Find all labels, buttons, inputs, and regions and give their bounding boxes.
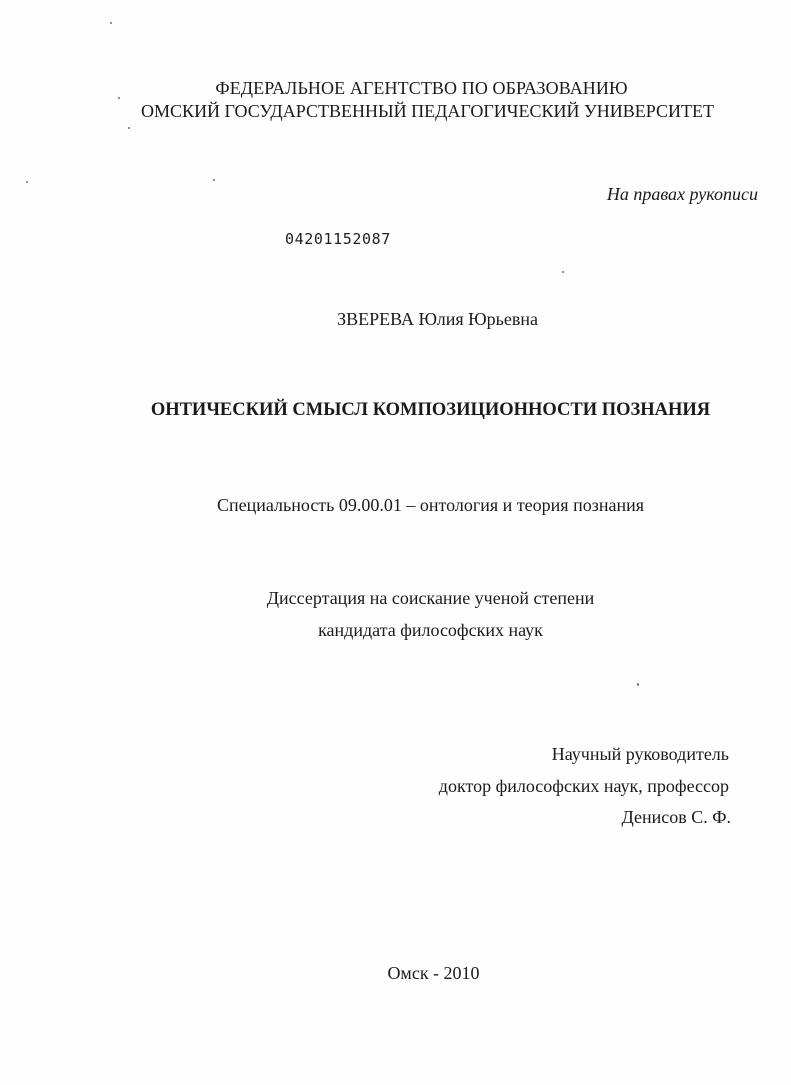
specialty-line: Специальность 09.00.01 – онтология и теория познания — [217, 495, 644, 515]
scan-speck — [26, 181, 28, 183]
scan-speck — [128, 127, 130, 129]
scan-speck — [637, 683, 639, 686]
degree-line-2: кандидата философских наук — [318, 620, 543, 640]
dissertation-title: ОНТИЧЕСКИЙ СМЫСЛ КОМПОЗИЦИОННОСТИ ПОЗНАНИЯ — [150, 400, 711, 420]
scan-speck — [213, 179, 215, 181]
supervisor-name: Денисов С. Ф. — [621, 807, 731, 827]
university-heading: ОМСКИЙ ГОСУДАРСТВЕННЫЙ ПЕДАГОГИЧЕСКИЙ УНИВЕРСИТЕТ — [141, 101, 714, 121]
supervisor-credentials: доктор философских наук, профессор — [438, 776, 729, 796]
author-name: ЗВЕРЕВА Юлия Юрьевна — [337, 309, 538, 329]
scan-speck — [118, 97, 120, 99]
catalog-number: 04201152087 — [285, 230, 391, 248]
city-year: Омск - 2010 — [387, 963, 480, 983]
supervisor-label: Научный руководитель — [551, 744, 729, 764]
degree-line-1: Диссертация на соискание ученой степени — [266, 588, 595, 608]
scan-speck — [562, 271, 564, 273]
rights-note: На правах рукописи — [606, 184, 758, 204]
scan-speck — [110, 22, 112, 24]
agency-heading: ФЕДЕРАЛЬНОЕ АГЕНТСТВО ПО ОБРАЗОВАНИЮ — [215, 78, 628, 98]
